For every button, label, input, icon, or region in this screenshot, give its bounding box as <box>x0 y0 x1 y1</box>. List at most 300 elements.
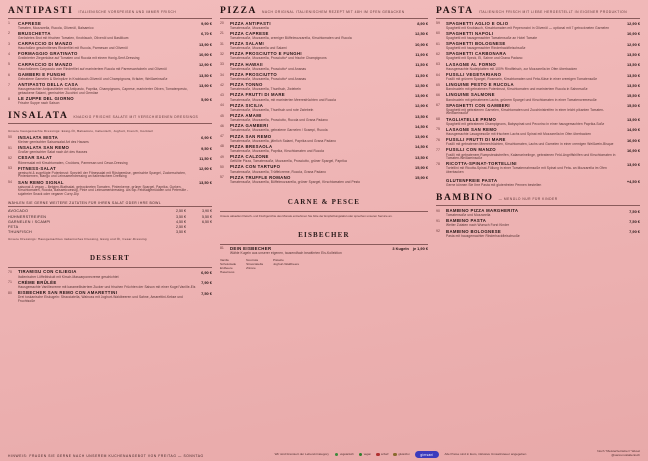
menu-item <box>220 22 428 31</box>
item-name: PIZZA PROSCIUTTO E FUNGHI <box>229 51 302 57</box>
item-number: 33 <box>219 62 224 67</box>
item-name: SAN REMO SIGNAL <box>18 179 64 185</box>
item-name: BRUSCHETTA <box>18 30 51 36</box>
item-price: 12,90 € <box>627 21 640 27</box>
menu-item <box>220 124 428 133</box>
menu-item <box>8 146 212 155</box>
dessert-title: DESSERT <box>89 254 131 263</box>
menu-item <box>220 104 428 113</box>
vegan-icon: vegan <box>359 453 371 457</box>
salad-extras-heading: WÄHLEN SIE GERNE WEITERE ZUTATEN FÜR IHREN SALAT ODER IHRE BOWL <box>8 201 212 208</box>
menu-item <box>436 42 640 51</box>
item-price: 9,50 € <box>201 145 212 151</box>
item-price: 13,90 € <box>198 41 212 47</box>
item-price: 14,90 € <box>627 127 640 133</box>
item-number: 43 <box>219 93 224 98</box>
item-number: 20 <box>219 21 224 26</box>
flavor: Haselnuss <box>219 269 235 274</box>
item-name: CRÈME BRÛLÉE <box>18 279 57 285</box>
item-name: SPAGHETTI BOLOGNESE <box>446 41 506 47</box>
item-price: je 1,90 € <box>412 246 429 252</box>
item-name: SPAGHETTI CON GAMBERI <box>446 102 510 108</box>
antipasti-title: ANTIPASTI <box>8 6 74 16</box>
brand-badge[interactable]: gimsani <box>415 451 438 458</box>
item-number: 91 <box>436 218 440 223</box>
item-number: 7 <box>8 82 10 87</box>
item-desc: Tomatensoße, Mozzarella, mit marinierten Meeresfrüchten und Rucola <box>229 97 336 102</box>
extras-row <box>8 225 212 229</box>
item-desc: Tomatensoße, Mozzarella, gebratene Garnelen / Scampi, Rucola <box>229 128 328 133</box>
menu-item <box>8 83 212 95</box>
column-right <box>436 6 640 426</box>
flavor: Vanille <box>219 258 230 263</box>
dressing-note: Unsere Dressings: Hausgemachtes italienisches Dressing, Essig und Öl, Cesar-Dressing <box>8 237 147 242</box>
item-number: 46 <box>219 123 224 128</box>
column-left <box>8 6 212 426</box>
item-number: 66 <box>436 93 440 98</box>
menu-item <box>436 230 640 239</box>
item-desc: Spaghetti mit Speck, Ei, Sahne und Grana Padano <box>446 56 523 61</box>
item-desc: Gefüllte Pizza, Tomatensoße, Mozzarella, Prosciutto, grüner Spargel, Paprika <box>229 159 347 164</box>
menu-item <box>8 270 212 279</box>
item-name: LINGUINE PESTO E RUCOLA <box>446 82 514 88</box>
item-name: BAMBINO BOLOGNESE <box>446 228 502 234</box>
item-name: ANTIPASTO DELLA CASA <box>18 82 79 88</box>
item-name: PIZZA HAWAII <box>229 61 263 67</box>
item-price: 8,90 € <box>417 21 429 27</box>
item-name: PIZZA BRESAOLA <box>229 143 273 149</box>
menu-item <box>436 52 640 61</box>
item-desc: Hausgemachter Antipastiteller mit Antipasto, Paprika, Champignons, Caprese, marinierter Oliven, Tomatenpesto, gebackene Salami, gemischter Zucchini und Gemüse <box>18 87 188 95</box>
item-desc: Tortellini mit Ricotta-Spinat-Füllung in einer Tomatenrahmsoße mit Spinat und Feta- an Mozzarella im Ofen überbacken <box>446 166 607 174</box>
item-desc: Tomatensoße, Mozzarella <box>229 25 269 30</box>
pasta-subtitle: ITALIENISCH FRISCH MIT LIEBE HERGESTELLT IN EIGENER PRODUKTION <box>478 10 628 14</box>
item-price: 11,90 € <box>415 51 429 57</box>
item-number: 6 <box>8 72 10 77</box>
menu-item <box>436 148 640 160</box>
menu-item <box>8 156 212 165</box>
footer-right-note: Alle Preise sind in Euro, inklusive Umsatzsteuer angegeben <box>444 451 527 456</box>
item-name: PIZZA SAN REMO <box>229 133 272 139</box>
item-name: GAMBERI E FUNGHI <box>18 71 66 77</box>
carne-title: CARNE & PESCE <box>287 198 361 206</box>
flavor: Stracciatella <box>246 261 263 266</box>
item-desc: Tomatensoße, Mozzarella, Paprika, Kirschtomaten und Rucola <box>229 148 324 153</box>
item-price: 10,90 € <box>198 51 212 57</box>
item-desc: Tomaten, Mozzarella, Rucola, Olivenöl, Balsamico <box>18 25 94 30</box>
item-name: BAMBINO PIZZA MARGHERITA <box>446 207 519 213</box>
eisbecher-title: EISBECHER <box>298 230 350 239</box>
item-desc: Römersalat mit Kirschtomaten, Croûtons, Parmesan und Cesar-Dressing <box>18 160 128 165</box>
item-desc: Spaghetti mit Knoblauch, Kirschtomaten mit Peperoncini in Olivenöl — optional mit 7 getrockneten Garnelen <box>446 25 610 30</box>
item-desc: Fusilli mit grünem Spargel, Rosmarin, Kirschtomaten und Feta-Käse in einer cremigen Tomatensoße <box>446 77 598 82</box>
item-name: PIZZA TRUFFLE ROMANO <box>229 174 291 180</box>
footer-left-note: HINWEIS: FRAGEN SIE GERNE NACH UNSEREM KUCHENANGEBOT VON FREITAG — SONNTAG <box>8 454 204 458</box>
item-number: 5 <box>8 62 10 67</box>
item-number: 49 <box>219 154 224 159</box>
item-name: INSALATA SAN REMO <box>18 145 70 151</box>
item-name: CESAR SALAT <box>18 155 53 161</box>
item-number: 52 <box>8 155 12 160</box>
item-price-label: 3 Kugeln <box>392 246 409 252</box>
menu-item <box>220 42 428 51</box>
extra-name: THUNFISCH <box>8 230 33 235</box>
item-desc: Hausgemachte Nudelplatten mit 100% Rindfleisch, zur Mozzarella im Ofen überbacken <box>446 66 578 71</box>
item-name: PIZZA TONNO <box>229 82 263 88</box>
insalata-title: INSALATA <box>8 111 69 122</box>
item-price: 13,90 € <box>627 161 640 167</box>
menu-item <box>8 136 212 145</box>
flavor: Zitrone <box>246 265 256 270</box>
item-number: 31 <box>219 41 224 46</box>
item-desc: Italienischer Löffelbiskuit mit Kirsch-Mascarponecreme geschichtet <box>18 274 119 279</box>
item-number: 67 <box>436 103 440 108</box>
item-name: PIZZA SICILIA <box>229 102 264 108</box>
bambino-header <box>436 193 640 206</box>
item-price: 16,90 € <box>627 148 640 154</box>
extra-price-large <box>186 230 212 234</box>
item-number: 48 <box>219 144 224 149</box>
item-name: SPAGHETTI CARBONARA <box>446 51 507 57</box>
glutenfree-icon: glutenfrei <box>393 453 409 457</box>
item-number: 21 <box>219 31 224 36</box>
item-name: TIRAMISU CON CILIEGIA <box>18 269 77 275</box>
item-desc: saisonal & vegan – Belgien-Blattsalat, getrockneten Tomaten, Pinienkerne, grüner Spargel, Paprika, Gurken, Kirschtomaten, Rucola, Balsamicoessig, Pinie und Leinsamendressing. Als top-Feldsalgemüdden und Petersilie - sojafreier Snack oder veganer Curry-Dip <box>18 184 189 196</box>
insalata-header <box>8 111 212 124</box>
item-price: 9,90 € <box>201 21 212 27</box>
item-desc: Weiter Zutaten nach Wunsch Forst Kinder <box>446 223 510 228</box>
extras-row <box>8 215 212 219</box>
pizza-header <box>220 6 428 19</box>
menu-item <box>220 63 428 72</box>
menu-item <box>436 104 640 116</box>
item-desc: Bandnudeln mit gebratenen Putenbrust, Kirschtomaten und mariniertem Rucola in Sahnesoße <box>446 87 588 92</box>
item-price: 7,90 € <box>629 229 640 235</box>
item-number: 51 <box>8 145 12 150</box>
column-middle <box>220 6 428 426</box>
menu-item <box>8 281 212 290</box>
item-price: 12,90 € <box>415 103 429 109</box>
item-desc: Bandnudeln mit gebratenem Lachs, grünem Spargel und Kirschtomaten in einer Tomatencremesoße <box>446 97 597 102</box>
item-desc: Tomatensoße, Mozzarella, Prosciutto* und Ananas <box>229 77 307 82</box>
item-name: PIZZA AMAMI <box>229 113 262 119</box>
item-name: PIZZA CAPRESE <box>229 30 269 36</box>
menu-item <box>436 162 640 174</box>
item-desc: Hausgemachte Lasagnesoße mit frischem Lachs und Spinat mit Mozzarella im Ofen überbacken <box>446 132 592 136</box>
item-price: 7,90 € <box>201 280 212 286</box>
menu-item <box>8 32 212 41</box>
item-desc: Hauchdünnes Carpaccio vom Rinderfilet auf mariniertem Rucola mit Parmesanhobeln und Olivenöl <box>18 66 167 71</box>
item-price: 13,50 € <box>415 154 429 160</box>
item-number: 4 <box>8 51 10 56</box>
item-price: 13,50 € <box>627 72 640 78</box>
item-number: 3 <box>8 41 10 46</box>
menu-item <box>8 42 212 51</box>
social-handle[interactable]: @sanremoitalienisch <box>611 453 640 458</box>
footer-place: Noch "Meisterbetrieben" Wesel <box>597 449 640 454</box>
bambino-title: BAMBINO <box>436 193 494 204</box>
menu-item <box>220 155 428 164</box>
item-price: 13,50 € <box>415 113 429 119</box>
item-number: 53 <box>8 166 12 171</box>
diet-icons <box>335 453 409 457</box>
menu-item <box>220 135 428 144</box>
item-desc: Kleiner gemischter Saisonsalat Art des Hauses <box>18 139 89 144</box>
item-desc: Frische Suppe nach Saison <box>18 101 60 106</box>
item-price: 7,50 € <box>629 218 640 224</box>
item-name: PIZZA PROSCIUTTO <box>229 71 278 77</box>
item-price: 13,50 € <box>198 72 212 78</box>
item-price: 12,90 € <box>627 41 640 47</box>
item-name: FUSILLI VEGETARIANO <box>446 71 502 77</box>
item-desc: Gebratene Garnelen & Steinpilze in Knoblauch-Olivenöl und Champignons, Kräuter, Weißweinsoße <box>18 77 168 82</box>
allergen-label: Wir sind lizensiert der Lebend-Category <box>274 451 329 456</box>
menu-item <box>220 247 428 256</box>
item-name: PIZZA GAMBERI <box>229 123 269 129</box>
item-number: 42 <box>219 82 224 87</box>
extra-name: GARNELEN / SCAMPI <box>8 219 51 224</box>
menu-item <box>220 32 428 41</box>
item-number: 77 <box>436 148 440 153</box>
item-desc: Fusilli mit gebratenem Rumpsteakstreifen, Kalamarinelinge, gebratenen Feld-Angriffshilfen und Kirschtomaten in Tomaten-Weißweinsoße <box>446 152 616 161</box>
pizza-title: PIZZA <box>219 6 258 16</box>
item-name: BAMBINO PASTA <box>446 218 487 224</box>
flavor: Erdbeere <box>219 265 233 270</box>
item-price: 13,50 € <box>627 62 640 68</box>
extra-price-small: 3,50 € <box>175 230 186 235</box>
item-number: 44 <box>219 103 224 108</box>
item-price: 7,50 € <box>629 208 640 214</box>
antipasti-subtitle: ITALIENISCHE VORSPEISEN UND IMMER FRISCH <box>78 10 177 14</box>
item-price: 13,50 € <box>627 82 640 88</box>
item-number: 70 <box>8 270 12 274</box>
item-name: INSALATA MISTA <box>18 134 59 140</box>
extra-price-large <box>186 225 212 229</box>
extras-row <box>8 230 212 234</box>
item-price: 6,70 € <box>201 31 212 37</box>
item-number: 50 <box>8 135 12 140</box>
item-price: 14,50 € <box>415 123 429 129</box>
item-name: PIZZA SALAMI <box>229 41 265 47</box>
item-price: 13,90 € <box>415 134 429 140</box>
item-desc: Hauchdünn geschnittenes Rinderfilet mit Rucola, Parmesan und Olivenöl <box>18 46 128 51</box>
pasta-header <box>436 6 640 19</box>
menu-item <box>436 73 640 82</box>
item-desc: Tomatensoße, Mozzarella, Prosciutto* und frische Champignons <box>229 56 327 61</box>
flavor: Pistazie <box>273 258 284 263</box>
item-price: 13,50 € <box>627 51 640 57</box>
item-name: FUSILLI CON MANZO <box>446 147 496 153</box>
item-name: PIZZA ANTIPASTI <box>229 20 271 26</box>
item-number: 60 <box>436 31 440 36</box>
item-name: FORMAGGIO GRATINATO <box>18 51 78 57</box>
item-desc: Großer gemischter Salat nach Art des Hauses <box>18 150 88 155</box>
bambino-subtitle: — MENÜLO NUR FÜR KINDER <box>498 197 558 202</box>
item-price: 15,90 € <box>415 165 429 171</box>
item-desc: Fusilli mit gebratenen Meeresfrüchten, Kirschtomaten, Lachs und Garnelen in einer cremigen Weißwein-Bisque <box>446 142 614 147</box>
item-number: 57 <box>219 175 224 180</box>
menu-item <box>8 63 212 72</box>
item-name: TAGLIATELLE PRIMO <box>446 116 497 122</box>
item-number: 45 <box>219 113 224 118</box>
extra-name: FETA <box>8 225 19 230</box>
menu-item <box>436 63 640 72</box>
item-number: 61 <box>436 41 440 46</box>
item-price: 12,50 € <box>415 31 429 37</box>
footer <box>8 450 640 458</box>
item-desc: Tomatensoße und Mozzarella <box>446 213 491 218</box>
item-name: PIZZA CALZONE <box>229 154 269 160</box>
item-name: DEIN EISBECHER <box>229 245 272 251</box>
menu-item <box>436 219 640 228</box>
flavors-col-right <box>273 259 299 274</box>
menu-item <box>220 114 428 123</box>
item-price: 13,90 € <box>415 93 429 99</box>
menu-item <box>220 176 428 185</box>
item-desc: Tomatensoße, Mozzarella, cremiger Büffelmozzarella, Kirschtomaten und Rucola <box>229 35 352 40</box>
item-name: LINGUINE SALMONE <box>446 92 495 98</box>
item-desc: Spaghetti mit hausgemachter Tomatensoße an Hotel Tomate <box>446 35 538 40</box>
item-name: CARPACCIO DI MANZO <box>18 61 73 67</box>
item-number: 32 <box>219 51 224 56</box>
menu-item <box>436 22 640 31</box>
item-desc: Tomatensoße, Mozzarella, Trüffelcreme, Rucola, Grana Padano <box>229 169 326 174</box>
item-desc: Spaghetti mit hausgemachter Rinderhackfleischsoße <box>446 46 526 51</box>
item-number: 92 <box>436 229 440 234</box>
flavors-col-mid <box>246 259 263 274</box>
item-number: 54 <box>8 180 12 185</box>
item-price: 6,90 € <box>201 135 212 141</box>
carne-note: Unsere aktuellen Fleisch- und Fischgerichte des Monats entnehmen Sie bitte der Empfehlungstafel oder sprechen unseren Service an. <box>219 214 393 218</box>
menu-item <box>436 118 640 127</box>
item-price: 15,90 € <box>415 175 429 181</box>
item-name: PIZZA CON TARTUFO <box>229 164 281 170</box>
item-desc: Gratinierter Ziegenkäse auf Tomaten und Rucola mit einem Honig-Senf-Dressing <box>18 56 140 61</box>
item-price: 16,90 € <box>627 137 640 143</box>
item-desc: Spaghetti mit gebratenen Champignons, Babyspinat und Pecorino in einer hausgemachten Paprika-Soße <box>446 121 605 126</box>
menu-item <box>220 73 428 82</box>
item-desc: Tomatensoße, Mozzarella, Prosciutto* und Ananas <box>229 66 307 71</box>
item-name: EISBECHER SAN REMO CON AMARETTINI <box>18 289 118 295</box>
item-name: LASAGNE SAN REMO <box>446 126 497 132</box>
item-name: LASAGNE AL FORNO <box>446 61 497 67</box>
item-name: LE ZUPPE DEL GIORNO <box>18 96 74 102</box>
item-desc: Spaghetti mit gebratenen Garnelen, Kirschtomaten und Zucchinistreifen in einer leicht pikanten Tomaten-Weißweinsoße <box>446 107 605 116</box>
item-desc: Tomatensoße, Mozzarella, jährlich Salami, Paprika und Grana Padano <box>229 138 336 143</box>
item-price: 12,90 € <box>198 62 212 68</box>
item-number: 50 <box>219 165 224 170</box>
pasta-title: PASTA <box>436 6 474 16</box>
extras-row <box>8 220 212 224</box>
extra-price-small: 2,50 € <box>175 225 186 230</box>
menu-item <box>220 165 428 174</box>
item-number: 2 <box>8 31 10 36</box>
menu-item <box>220 145 428 154</box>
item-price: 10,90 € <box>415 41 429 47</box>
antipasti-header <box>8 6 212 19</box>
item-desc: Tomatensoße, Mozzarella, Thunfisch, Zwiebeln <box>229 87 301 92</box>
item-desc: Wähle Kugeln aus unserer eigenen, tausendfach bewährten Eis-Kollektion <box>229 250 342 255</box>
item-number: 90 <box>436 208 440 213</box>
menu-item <box>8 97 212 106</box>
glutenfree-price: +4,50 € <box>626 178 640 184</box>
menu-item <box>436 83 640 92</box>
item-desc: Pasta mit hausgemachter Rinderhackfleischsoße <box>446 233 520 238</box>
item-desc: Tomatensoße, Mozzarella, Prosciutto, Rucola und Grana Padano <box>229 118 328 123</box>
item-number: 59 <box>436 21 440 26</box>
item-price: 14,50 € <box>415 144 429 150</box>
item-number: 8 <box>8 96 10 101</box>
item-desc: Geröstetes Brot mit frischen Tomaten, Knoblauch, Olivenöl und Basilikum <box>18 35 129 40</box>
flavor: Joghurt-Waldbeere <box>273 261 300 266</box>
item-price: 13,90 € <box>627 117 640 123</box>
vegetarian-icon: vegetarisch <box>335 453 354 457</box>
item-name: SPAGHETTI NAPOLI <box>446 30 494 36</box>
item-price: 5,90 € <box>201 96 212 102</box>
item-number: 1 <box>8 21 10 26</box>
menu-item <box>8 167 212 179</box>
item-price: 15,50 € <box>627 103 640 109</box>
extra-price-large: 5,50 € <box>201 214 212 219</box>
item-number: 63 <box>436 62 440 67</box>
menu-item <box>8 22 212 31</box>
item-number: 80 <box>8 290 12 295</box>
item-number: 78 <box>436 161 440 166</box>
item-price: 11,50 € <box>199 155 212 161</box>
menu-item <box>220 93 428 102</box>
item-desc: Tomatensoße, Mozzarella, Büffelmozzarella, grüner Spargel, Kirschtomaten und Pesto <box>229 179 361 184</box>
pizza-subtitle: NACH ORIGINAL ITALIENISCHEM REZEPT MIT 48H IM OFEN GEBACKEN <box>262 10 405 14</box>
item-desc: Drei toskanische Eiskugeln: Stracciatella, Walnuss mit Joghurt-Waldbeeren und Sahne, Amarettini-Kekse und Fruchtsoße <box>18 295 183 303</box>
item-name: RICOTTA-SPINAT-TORTELLINI <box>446 161 517 167</box>
menu-item <box>8 52 212 61</box>
extra-price-large: 6,50 € <box>201 219 212 224</box>
item-number: 81 <box>219 246 224 251</box>
menu-item <box>220 52 428 61</box>
item-price: 11,50 € <box>415 62 429 68</box>
insalata-subtitle: KNACKIG FRISCHE SALATE MIT VERSCHIEDENEN DRESSINGS <box>73 115 199 120</box>
extra-price-small: 4,50 € <box>175 219 186 224</box>
menu-item <box>220 83 428 92</box>
item-name: PIZZA FRUTTI DI MARE <box>229 92 286 98</box>
item-price: 15,50 € <box>627 93 640 99</box>
item-number: 34 <box>219 72 224 77</box>
glutenfree-row <box>436 179 640 188</box>
glutenfree-desc: Gerne können Sie Ihre Pasta mit glutenfreien Pennen bestellen <box>446 183 542 188</box>
item-number: 65 <box>436 82 440 87</box>
item-price: 11,50 € <box>415 72 429 78</box>
extra-name: HÜHNERSTREIFEN <box>8 214 47 219</box>
item-desc: Tomatensoße, Mozzarella und Salami <box>229 46 287 51</box>
item-name: SPAGHETTI AGLIO E OLIO <box>446 20 509 26</box>
glutenfree-label: GLUTENFREIE PASTA <box>446 178 498 184</box>
item-desc: gemischt & zugefügte Putenbrust: Speziell der Fitnessalat mit Röstgemüse, gemischte Spargel, Zuckerschoten, Pinienkernen, Mango und Leinsamendressing an italienischem Dressing <box>18 170 187 179</box>
extra-price-small: 3,50 € <box>175 214 186 219</box>
item-price: 10,90 € <box>627 31 640 37</box>
item-number: 64 <box>436 72 440 77</box>
item-number: 47 <box>219 134 224 139</box>
item-number: 62 <box>436 51 440 56</box>
flavor: Schokolade <box>219 261 237 266</box>
item-name: FUSILLI FRUTTI DI MARE <box>446 137 506 143</box>
item-number: 75 <box>436 127 440 132</box>
item-number: 76 <box>436 137 440 142</box>
item-price: 12,50 € <box>415 82 429 88</box>
flavor: Nocciola <box>246 258 259 263</box>
menu-columns <box>8 6 640 426</box>
item-price: 13,90 € <box>198 82 212 88</box>
extras-row <box>8 209 212 213</box>
